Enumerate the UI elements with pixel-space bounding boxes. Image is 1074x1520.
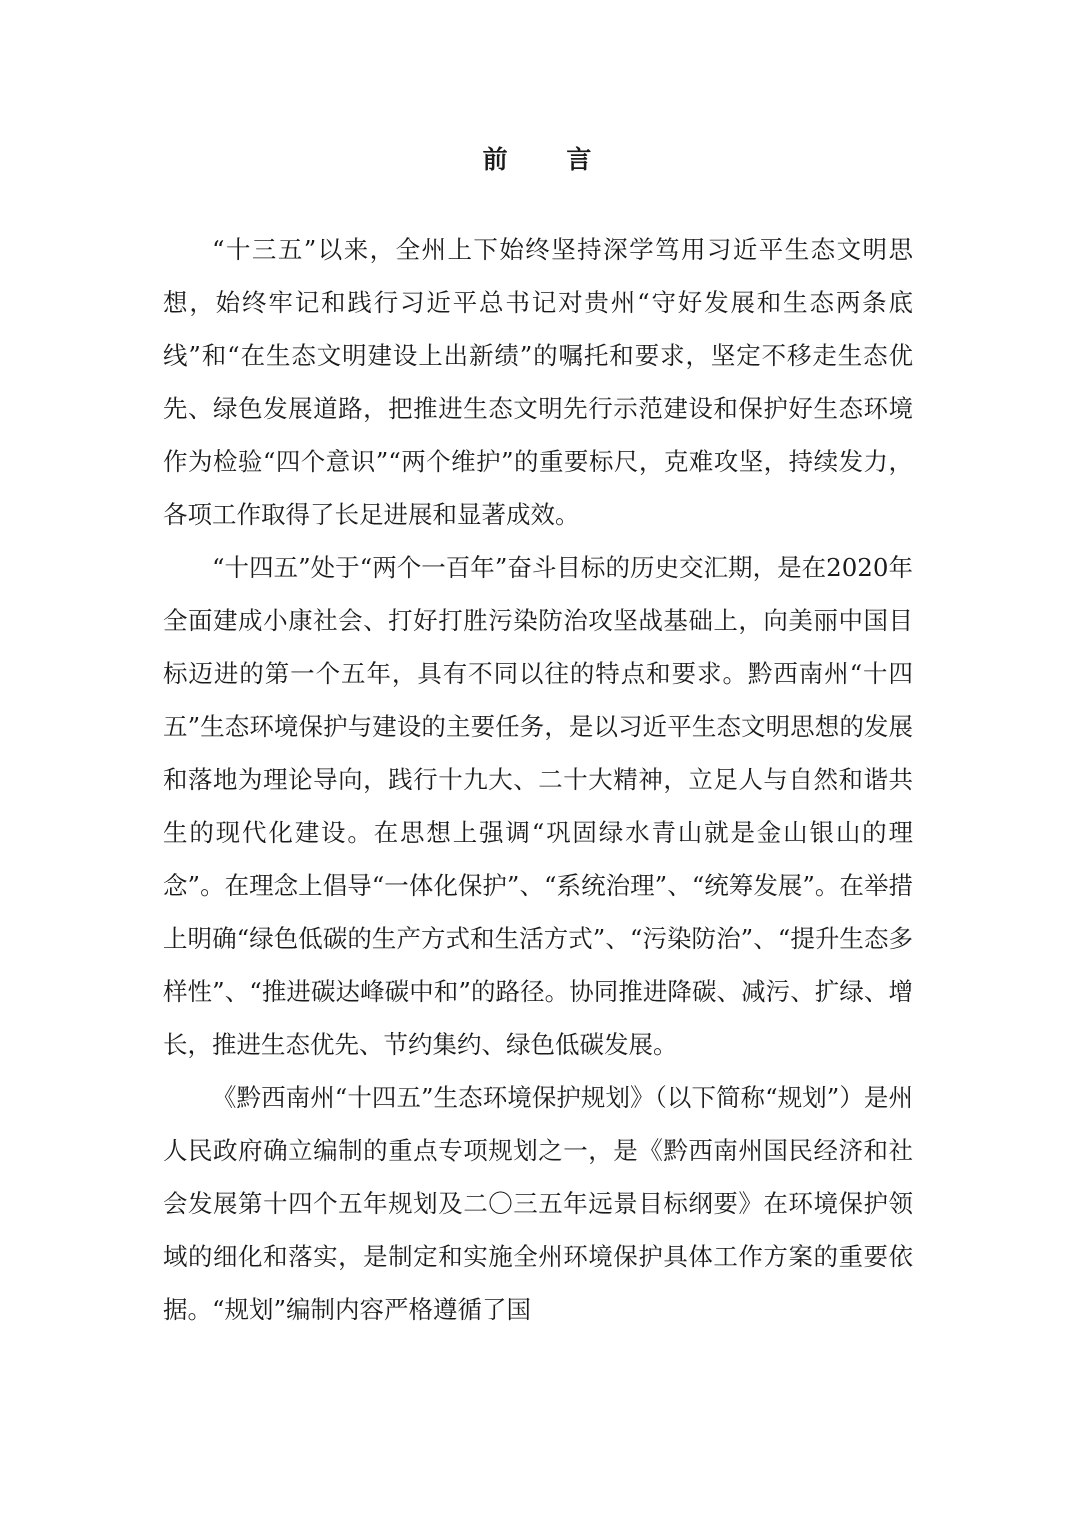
paragraph-3: 《黔西南州“十四五”生态环境保护规划》（以下简称“规划”）是州人民政府确立编制的重点专项规划之一，是《黔西南州国民经济和社会发展第十四个五年规划及二〇三五年远景目标纲要》在环境保护领域的细化和落实，是制定和实施全州环境保护具体工作方案的重要依据。“规划”编制内容严格遵循了国 — [163, 1083, 913, 1324]
page-title: 前 言 — [482, 145, 617, 174]
paragraph-1: “十三五”以来，全州上下始终坚持深学笃用习近平生态文明思想，始终牢记和践行习近平总书记对贵州“守好发展和生态两条底线”和“在生态文明建设上出新绩”的嘱托和要求，坚定不移走生态优先、绿色发展道路，把推进生态文明先行示范建设和保护好生态环境作为检验“四个意识”“两个维护”的重要标尺，克难攻坚，持续发力，各项工作取得了长足进展和显著成效。 — [163, 235, 913, 529]
paragraph-2: “十四五”处于“两个一百年”奋斗目标的历史交汇期，是在2020年全面建成小康社会、打好打胜污染防治攻坚战基础上，向美丽中国目标迈进的第一个五年，具有不同以往的特点和要求。黔西南州“十四五”生态环境保护与建设的主要任务，是以习近平生态文明思想的发展和落地为理论导向，践行十九大、二十大精神，立足人与自然和谐共生的现代化建设。在思想上强调“巩固绿水青山就是金山银山的理念”。在理念上倡导“一体化保护”、“系统治理”、“统筹发展”。在举措上明确“绿色低碳的生产方式和生活方式”、“污染防治”、“提升生态多样性”、“推进碳达峰碳中和”的路径。协同推进降碳、减污、扩绿、增长，推进生态优先、节约集约、绿色低碳发展。 — [163, 553, 913, 1059]
body-text — [163, 223, 913, 1336]
